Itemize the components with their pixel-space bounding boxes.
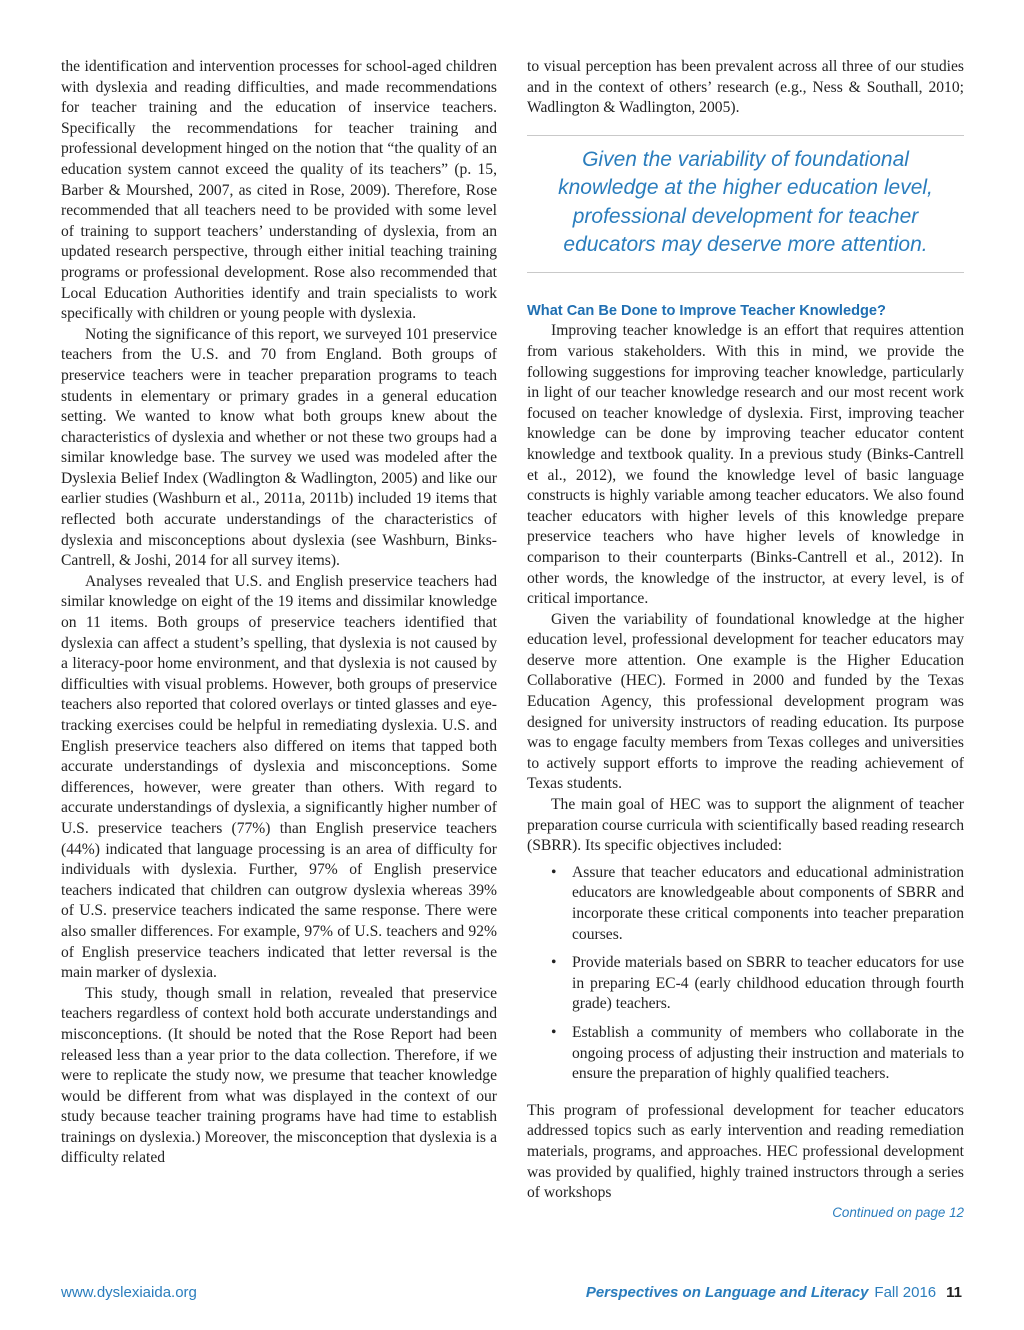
- list-item: [527, 863, 964, 945]
- page-number: 11: [946, 1284, 962, 1301]
- paragraph: The main goal of HEC was to support the alignment of teacher preparation course curricula with scientifically based reading research (SBRR). Its specific objectives included:: [527, 796, 964, 855]
- paragraph: This study, though small in relation, revealed that preservice teachers regardless of context hold both accurate understandings and misconceptions. (It should be noted that the Rose Report had been released less than a year prior to the data collection. Therefore, if we were to replicate the study now, we presume that teacher knowledge would be different from what was displayed in the context of our study because teacher training programs have had time to establish trainings on dyslexia.) Moreover, the misconception that dyslexia is a difficulty related: [61, 984, 497, 1167]
- paragraph: This program of professional development for teacher educators addressed topics such as early intervention and reading remediation materials, programs, and approaches. HEC professional development was provided by qualified, highly trained instructors through a series of workshops: [527, 1101, 964, 1202]
- paragraph: the identification and intervention processes for school-aged children with dyslexia and reading difficulties, and made recommendations for teacher training and the education of inservice teachers. Specifically the recommendations for teacher training and professional development hinged on the notion that “the quality of an education system cannot exceed the quality of its teachers” (p. 15, Barber & Mourshed, 2007, as cited in Rose, 2009). Therefore, Rose recommended that all teachers need to be provided with some level of training to support teachers’ understanding of dyslexia, from an updated research perspective, through either initial teaching training programs or professional development. Rose also recommended that Local Education Authorities identify and train specialists to work specifically with children or young people with dyslexia.: [61, 58, 497, 323]
- list-item-text: Establish a community of members who collaborate in the ongoing process of adjusting their instruction and materials to ensure the preparation of highly qualified teachers.: [572, 1023, 964, 1083]
- bullet-icon: •: [551, 1023, 557, 1041]
- paragraph: Noting the significance of this report, we surveyed 101 preservice teachers from the U.S. and 70 from England. Both groups of preservice teachers were in teacher preparation programs to teach students in elementary or primary grades in a general education setting. We wanted to know what both groups knew about the characteristics of dyslexia and whether or not these two groups had a similar knowledge base. The survey we used was modeled after the Dyslexia Belief Index (Wadlington & Wadlington, 2005) and like our earlier studies (Washburn et al., 2011a, 2011b) included 19 items that reflected both accurate understandings of the characteristics of dyslexia and misconceptions about dyslexia (see Washburn, Binks-Cantrell, & Joshi, 2014 for all survey items).: [61, 325, 497, 570]
- list-item-text: Assure that teacher educators and educational administration educators are knowledgeable about components of SBRR and incorporate these critical components into teacher preparation courses.: [572, 863, 964, 943]
- list-item: [527, 1023, 964, 1085]
- list-item-text: Provide materials based on SBRR to teacher educators for use in preparing EC-4 (early childhood education through fourth grade) teachers.: [572, 954, 964, 1013]
- journal-title: Perspectives on Language and Literacy: [585, 1284, 869, 1301]
- pull-quote: Given the variability of foundational knowledge at the higher education level, professional development for teacher educators may deserve more attention.: [527, 135, 964, 273]
- objectives-list: [527, 863, 964, 1085]
- section-heading: What Can Be Done to Improve Teacher Knowledge?: [527, 302, 886, 319]
- paragraph: to visual perception has been prevalent across all three of our studies and in the context of others’ research (e.g., Ness & Southall, 2010; Wadlington & Wadlington, 2005).: [527, 58, 964, 117]
- list-item: [527, 953, 964, 1015]
- right-column: [527, 57, 964, 1222]
- continued-note: Continued on page 12: [832, 1204, 964, 1220]
- bullet-icon: •: [551, 954, 557, 972]
- paragraph: Improving teacher knowledge is an effort that requires attention from various stakeholders. With this in mind, we provide the following suggestions for improving teacher knowledge, particularly in light of our teacher knowledge research and our most recent work focused on teacher knowledge of dyslexia. First, improving teacher knowledge can be done by improving teacher educator content knowledge and textbook quality. In a previous study (Binks-Cantrell et al., 2012), we found the knowledge level of basic language constructs is highly variable among teacher educators. We also found teacher educators with higher levels of this knowledge prepare preservice teachers who have higher levels of knowledge in comparison to their counterparts (Binks-Cantrell et al., 2012). In other words, the knowledge of the instructor, at every level, is of critical importance.: [527, 322, 964, 608]
- paragraph: Analyses revealed that U.S. and English preservice teachers had similar knowledge on eight of the 19 items and dissimilar knowledge on 11 items. Both groups of preservice teachers identified that dyslexia can affect a student’s spelling, that dyslexia is not caused by a literacy-poor home environment, and that dyslexia is not caused by difficulties with visual problems. However, both groups of preservice teachers also reported that colored overlays or tinted glasses and eye-tracking exercises could be helpful in remediating dyslexia. U.S. and English preservice teachers also differed on items that tapped both accurate understandings of dyslexia and misconceptions. Some differences, however, were greater than others. With regard to accurate understandings of dyslexia, a significantly higher number of U.S. preservice teachers (77%) than English preservice teachers (44%) indicated that language processing is an area of difficulty for individuals with dyslexia. Further, 97% of English preservice teachers indicated that children can outgrow dyslexia whereas 39% of U.S. preservice teachers indicated the same response. There were also smaller differences. For example, 97% of U.S. teachers and 92% of English preservice teachers indicated that letter reversal is the main marker of dyslexia.: [61, 572, 497, 982]
- paragraph: Given the variability of foundational knowledge at the higher education level, professional development for teacher educators may deserve more attention. One example is the Higher Education Collaborative (HEC). Formed in 2000 and funded by the Texas Education Agency, this professional development program was designed for university instructors of reading education. Its purpose was to engage faculty members from Texas colleges and universities to actively support efforts to improve the reading achievement of Texas students.: [527, 610, 964, 793]
- bullet-icon: •: [551, 863, 557, 881]
- issue-label: Fall 2016: [874, 1284, 937, 1301]
- left-column: [61, 57, 497, 1169]
- footer-website[interactable]: www.dyslexiaida.org: [61, 1284, 197, 1301]
- footer-publication: [586, 1282, 962, 1304]
